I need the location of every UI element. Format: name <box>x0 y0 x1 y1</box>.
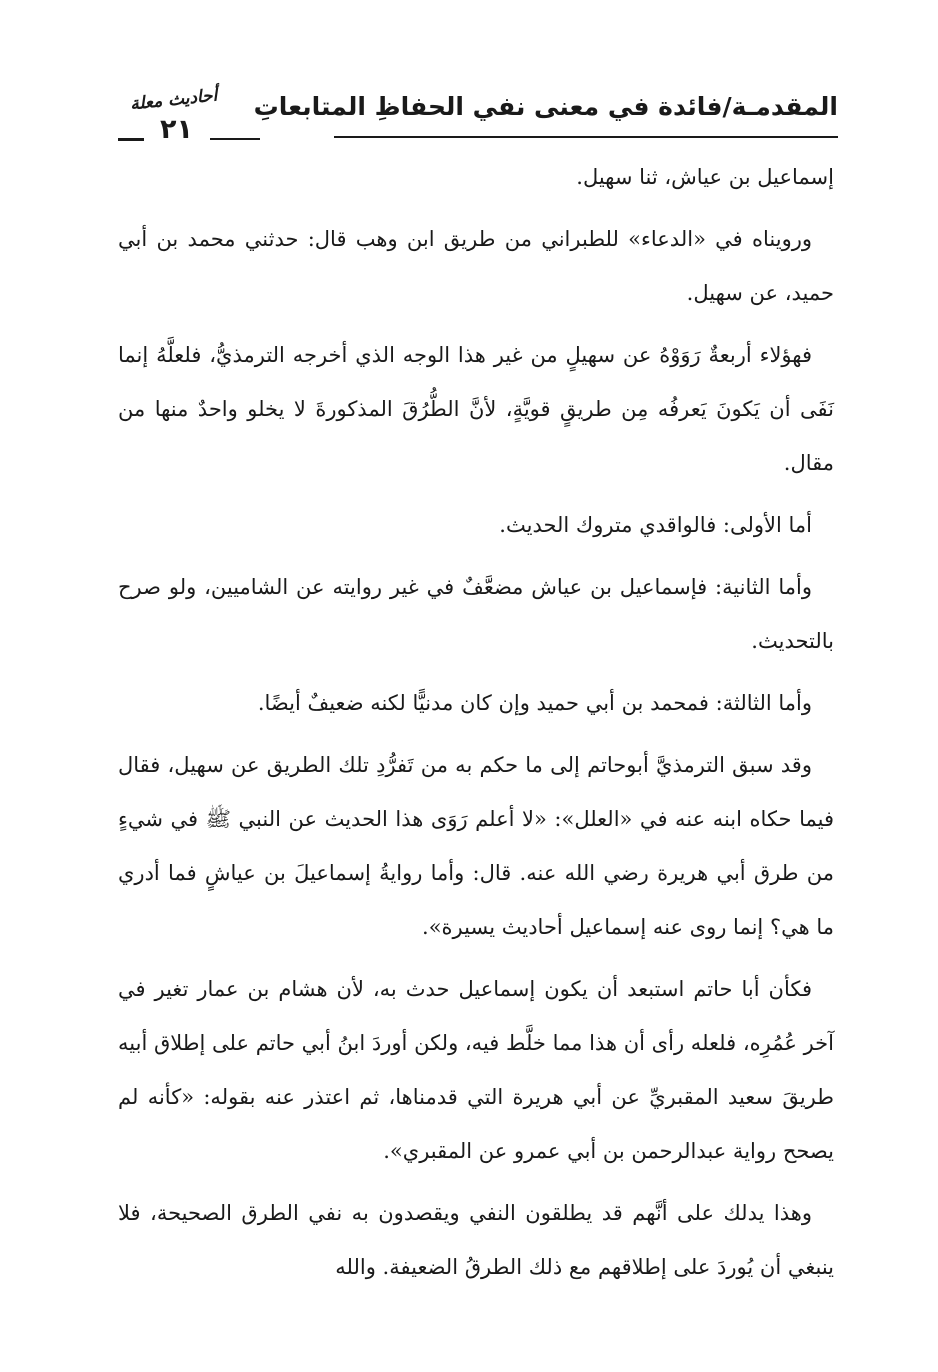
paragraph: أما الأولى: فالواقدي متروك الحديث. <box>499 513 812 537</box>
paragraph: فهؤلاء أربعةٌ رَوَوْهُ عن سهيلٍ من غير هذا الوجه الذي أخرجه الترمذيُّ، فلعلَّهُ إنما نَفَى أن يَكونَ يَعرفُه مِن طريقٍ قويَّةٍ، لأنَّ الطُّرُقَ المذكورةَ لا يخلو واحدٌ منها من مقال. <box>118 343 834 475</box>
paragraph: وهذا يدلك على أنَّهم قد يطلقون النفي ويقصدون به نفي الطرق الصحيحة، فلا ينبغي أن يُوردَ على إطلاقهم مع ذلك الطرقُ الضعيفة. والله <box>118 1201 834 1279</box>
page-body <box>118 150 834 1302</box>
header-rule <box>334 136 838 138</box>
paragraph: ورويناه في «الدعاء» للطبراني من طريق ابن وهب قال: حدثني محمد بن أبي حميد، عن سهيل. <box>118 227 834 305</box>
page-number-bar-left <box>118 138 144 141</box>
paragraph: وأما الثانية: فإسماعيل بن عياش مضعَّفٌ في غير روايته عن الشاميين، ولو صرح بالتحديث. <box>118 575 834 653</box>
page-number: ٢١ <box>160 114 193 145</box>
paragraph: وأما الثالثة: فمحمد بن أبي حميد وإن كان مدنيًّا لكنه ضعيفٌ أيضًا. <box>257 691 812 715</box>
header-left-block <box>118 78 253 158</box>
paragraph: إسماعيل بن عياش، ثنا سهيل. <box>576 165 834 189</box>
page-number-bar-right <box>210 138 260 140</box>
paragraph: وقد سبق الترمذيَّ أبوحاتم إلى ما حكم به من تَفرُّدِ تلك الطريق عن سهيل، فقال فيما حكاه ابنه عنه في «العلل»: «لا أعلم رَوَى هذا الحديث عن النبي ﷺ في شيءٍ من طرق أبي هريرة رضي الله عنه. قال: وأما روايةُ إسماعيلَ بن عياشٍ فما أدري ما هي؟ إنما روى عنه إسماعيل أحاديث يسيرة». <box>118 753 834 939</box>
book-title: أحاديث معلة <box>129 85 219 115</box>
paragraph: فكأن أبا حاتم استبعد أن يكون إسماعيل حدث به، لأن هشام بن عمار تغير في آخر عُمُرِه، فلعله رأى أن هذا مما خلَّط فيه، ولكن أوردَ ابنُ أبي حاتم على إطلاق أبيه طريقَ سعيد المقبريِّ عن أبي هريرة التي قدمناها، ثم اعتذر عنه بقوله: «كأنه لم يصحح رواية عبدالرحمن بن أبي عمرو عن المقبري». <box>118 977 834 1163</box>
page-header <box>118 78 838 158</box>
chapter-title: المقدمـة/فائدة في معنى نفي الحفاظِ المتابعاتِ <box>253 92 838 121</box>
